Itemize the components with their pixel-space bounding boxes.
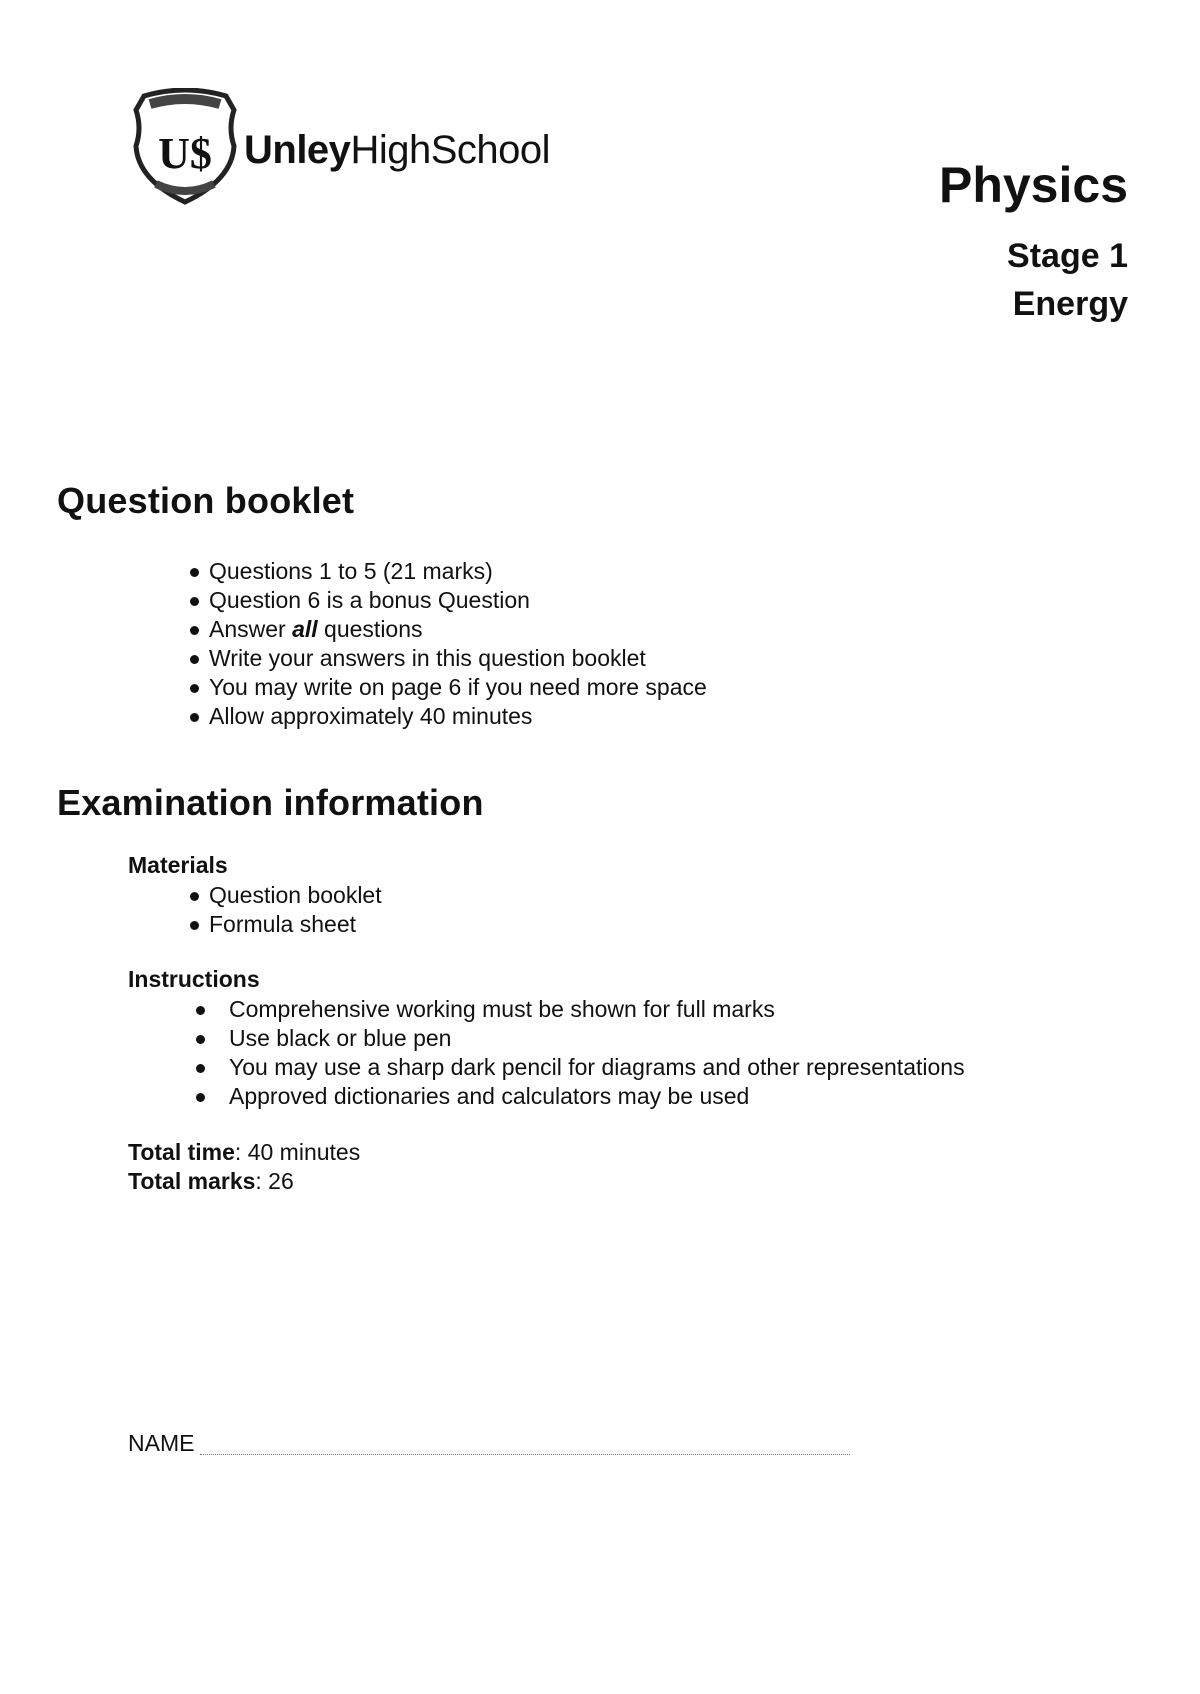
subject-title: Physics [938,157,1128,213]
svg-text:U$: U$ [158,129,212,178]
stage-label: Stage 1 [1007,237,1128,275]
name-label: NAME [128,1430,195,1456]
list-item [190,910,382,939]
list-item-text: Question booklet [209,882,382,908]
total-marks [128,1168,294,1195]
bullet-icon [190,713,199,722]
bullet-icon [190,921,199,930]
instructions-label: Instructions [128,966,260,992]
school-name-bold: Unley [244,128,351,172]
list-item-text: Answer [209,616,293,642]
school-name-regular: HighSchool [350,128,551,172]
list-item [190,702,707,731]
list-item [190,586,707,615]
materials-list [190,881,382,939]
school-logo [130,88,551,206]
list-item [196,995,965,1024]
bullet-icon [196,1006,205,1015]
list-item-text: questions [317,616,423,642]
total-marks-value: : 26 [255,1168,294,1194]
list-item [196,1024,965,1053]
total-time-label: Total time [128,1139,235,1165]
list-item-text: Write your answers in this question booklet [209,645,646,671]
list-item-text: You may use a sharp dark pencil for diagrams and other representations [229,1054,965,1080]
question-booklet-heading: Question booklet [57,480,355,521]
emphasis-text: all [292,616,318,642]
list-item [190,881,382,910]
bullet-icon [190,597,199,606]
bullet-icon [196,1064,205,1073]
list-item-text: Formula sheet [209,911,357,937]
name-input-line[interactable] [200,1454,850,1455]
bullet-icon [190,684,199,693]
list-item [190,557,707,586]
total-marks-label: Total marks [128,1168,256,1194]
list-item-text: Questions 1 to 5 (21 marks) [209,558,493,584]
subject-block [938,157,1128,328]
list-item-text: Use black or blue pen [229,1025,452,1051]
instructions-list [196,995,965,1111]
list-item [196,1053,965,1082]
list-item-text: You may write on page 6 if you need more space [209,674,707,700]
list-item [196,1082,965,1111]
list-item-text: Allow approximately 40 minutes [209,703,533,729]
bullet-icon [190,626,199,635]
school-wordmark [244,128,550,173]
bullet-icon [190,655,199,664]
question-booklet-list [190,557,707,731]
list-item [190,644,707,673]
list-item-text: Comprehensive working must be shown for full marks [229,996,775,1022]
list-item [190,673,707,702]
total-time-value: : 40 minutes [234,1139,361,1165]
list-item-text: Question 6 is a bonus Question [209,587,530,613]
school-crest-icon [130,88,240,206]
bullet-icon [196,1035,205,1044]
materials-label: Materials [128,852,228,878]
bullet-icon [196,1093,205,1102]
topic-label: Energy [1012,285,1128,323]
bullet-icon [190,892,199,901]
examination-information-heading: Examination information [57,782,484,823]
list-item-text: Approved dictionaries and calculators may be used [229,1083,750,1109]
list-item [190,615,707,644]
bullet-icon [190,568,199,577]
total-time [128,1139,360,1166]
